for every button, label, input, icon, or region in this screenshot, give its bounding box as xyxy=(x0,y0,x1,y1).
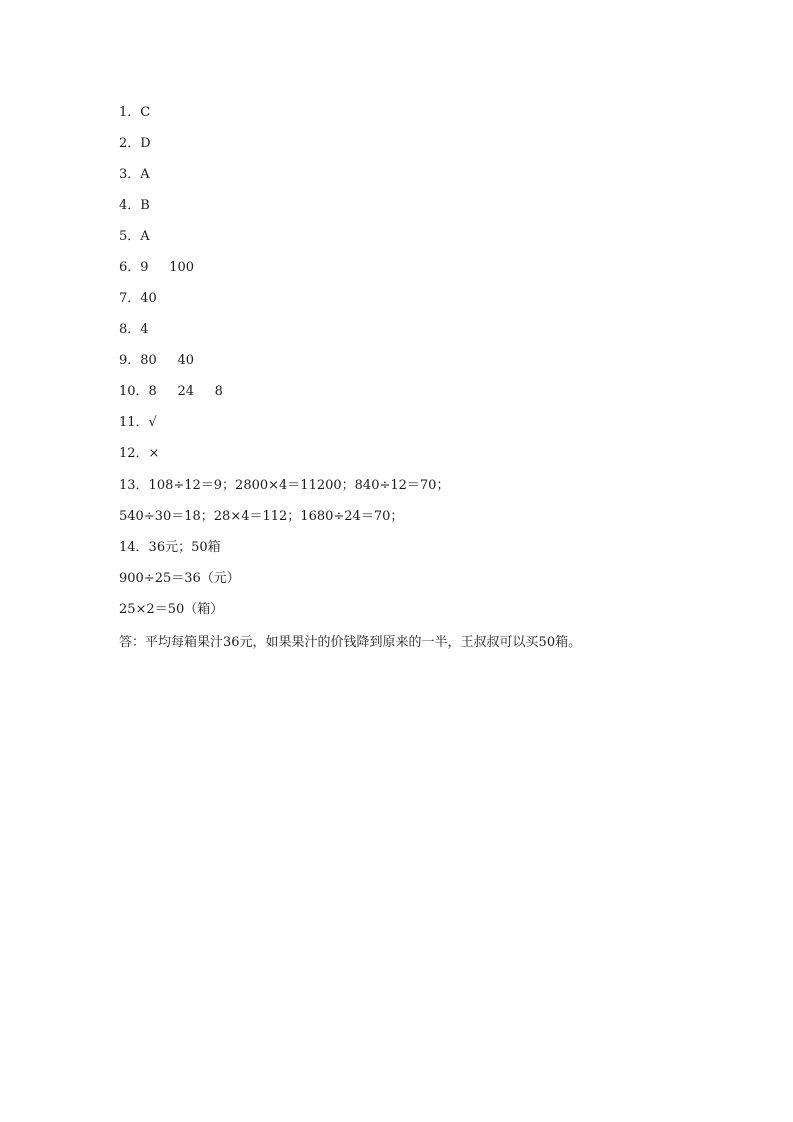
answer-line-7: 7．40 xyxy=(119,291,157,306)
answer-line-3: 3．A xyxy=(119,167,150,182)
answer-line-9: 9．80 40 xyxy=(119,353,195,368)
answer-line-2: 2．D xyxy=(119,136,151,151)
answer-line-13-cont: 540÷30＝18；28×4＝112；1680÷24＝70； xyxy=(119,509,404,524)
answer-line-12: 12．× xyxy=(119,446,160,461)
answer-line-11: 11．√ xyxy=(119,415,157,430)
answer-line-13: 13．108÷12＝9；2800×4＝11200；840÷12＝70； xyxy=(119,478,450,493)
answer-line-4: 4．B xyxy=(119,198,150,213)
answer-line-14-conclusion: 答：平均每箱果汁36元，如果果汁的价钱降到原来的一半，王叔叔可以买50箱。 xyxy=(119,635,582,650)
answer-line-10: 10．8 24 8 xyxy=(119,384,223,399)
answer-line-14-step1: 900÷25＝36（元） xyxy=(119,571,240,586)
answer-line-14-step2: 25×2＝50（箱） xyxy=(119,602,224,617)
answer-line-1: 1．C xyxy=(119,105,151,120)
answer-line-6: 6．9 100 xyxy=(119,260,195,275)
answer-line-14: 14．36元；50箱 xyxy=(119,540,221,555)
answer-line-5: 5．A xyxy=(119,229,150,244)
answer-line-8: 8．4 xyxy=(119,322,149,337)
